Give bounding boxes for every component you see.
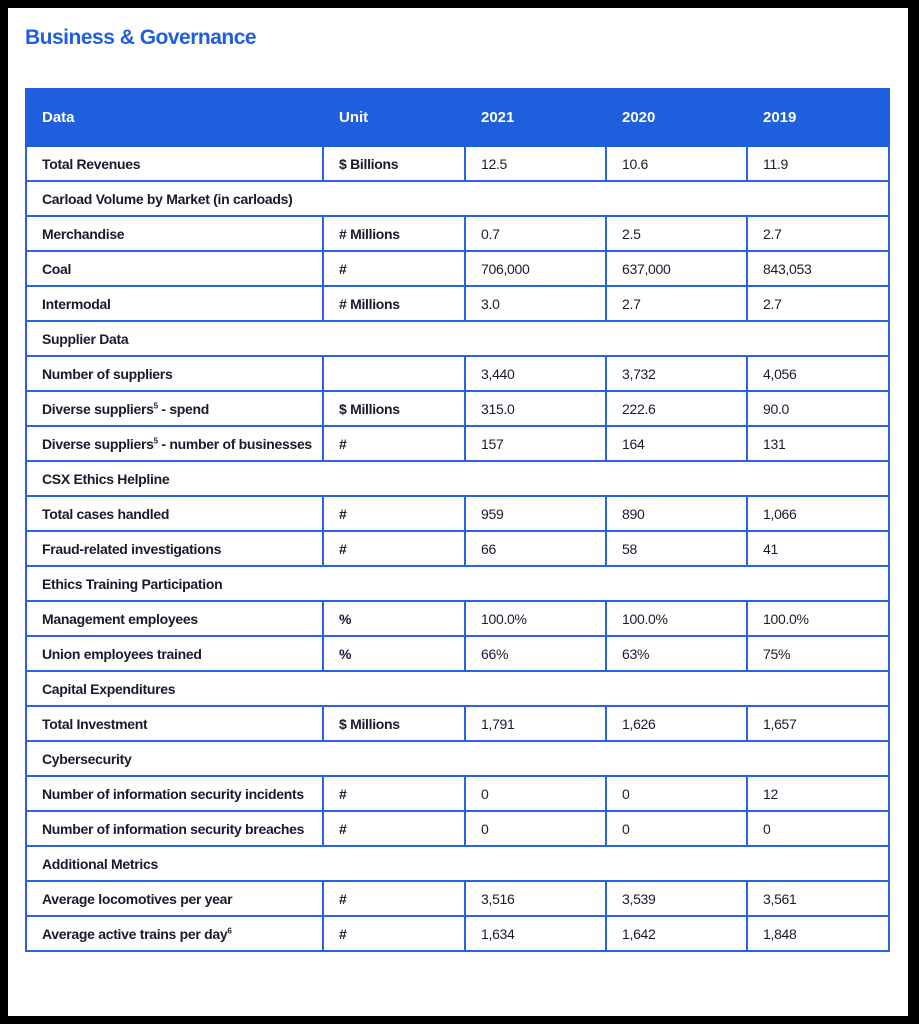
- unit-cell: #: [323, 531, 465, 566]
- value-cell-2021: 100.0%: [465, 601, 606, 636]
- value-cell-2020: 1,642: [606, 916, 747, 951]
- unit-cell: #: [323, 251, 465, 286]
- value-cell-2020: 1,626: [606, 706, 747, 741]
- unit-cell: #: [323, 881, 465, 916]
- value-cell-2019: 2.7: [747, 286, 889, 321]
- metric-label: Average locomotives per year: [42, 890, 233, 907]
- section-row: [26, 566, 889, 601]
- value-cell-2019: 1,657: [747, 706, 889, 741]
- value-cell-2020: 3,539: [606, 881, 747, 916]
- table-row: [26, 916, 889, 951]
- unit-cell: #: [323, 776, 465, 811]
- table-row: [26, 391, 889, 426]
- table-row: [26, 216, 889, 251]
- metric-label-cell: [26, 636, 323, 671]
- unit-cell: #: [323, 811, 465, 846]
- value-cell-2020: 100.0%: [606, 601, 747, 636]
- value-cell-2019: 100.0%: [747, 601, 889, 636]
- report-page: [8, 8, 908, 1016]
- header-year-2020: 2020: [606, 89, 747, 146]
- metric-label: Merchandise: [42, 225, 125, 242]
- header-year-2019: 2019: [747, 89, 889, 146]
- value-cell-2019: 90.0: [747, 391, 889, 426]
- table-row: [26, 426, 889, 461]
- unit-cell: %: [323, 601, 465, 636]
- value-cell-2021: 1,634: [465, 916, 606, 951]
- header-unit: Unit: [323, 89, 465, 146]
- section-row: [26, 846, 889, 881]
- table-header-row: [26, 89, 889, 146]
- table-row: [26, 636, 889, 671]
- metric-label: Union employees trained: [42, 645, 202, 662]
- unit-cell: $ Millions: [323, 391, 465, 426]
- value-cell-2019: 12: [747, 776, 889, 811]
- value-cell-2020: 58: [606, 531, 747, 566]
- metric-label-cell: [26, 531, 323, 566]
- table-row: [26, 356, 889, 391]
- section-row: [26, 671, 889, 706]
- metric-label: Total Revenues: [42, 155, 141, 172]
- unit-cell: $ Millions: [323, 706, 465, 741]
- metric-label-cell: [26, 496, 323, 531]
- value-cell-2020: 222.6: [606, 391, 747, 426]
- table-row: [26, 706, 889, 741]
- value-cell-2020: 164: [606, 426, 747, 461]
- metric-label-cell: [26, 881, 323, 916]
- value-cell-2021: 3,516: [465, 881, 606, 916]
- value-cell-2019: 1,066: [747, 496, 889, 531]
- metric-label-cell: [26, 811, 323, 846]
- table-row: [26, 531, 889, 566]
- metric-label: Coal: [42, 260, 72, 277]
- metric-label: Total cases handled: [42, 505, 170, 522]
- metric-label: Total Investment: [42, 715, 148, 732]
- section-row: [26, 461, 889, 496]
- unit-cell: #: [323, 426, 465, 461]
- value-cell-2020: 63%: [606, 636, 747, 671]
- footnote-marker: 5: [153, 435, 158, 445]
- value-cell-2021: 706,000: [465, 251, 606, 286]
- footnote-marker: 6: [227, 925, 232, 935]
- value-cell-2020: 10.6: [606, 146, 747, 181]
- metric-label-suffix: - number of businesses: [157, 435, 312, 452]
- table-row: [26, 146, 889, 181]
- metric-label: Number of information security breaches: [42, 820, 305, 837]
- section-label: Capital Expenditures: [26, 671, 889, 706]
- value-cell-2021: 66%: [465, 636, 606, 671]
- metric-label-cell: [26, 706, 323, 741]
- metric-label: Number of suppliers: [42, 365, 173, 382]
- section-label: Cybersecurity: [26, 741, 889, 776]
- value-cell-2021: 3,440: [465, 356, 606, 391]
- value-cell-2021: 315.0: [465, 391, 606, 426]
- value-cell-2019: 4,056: [747, 356, 889, 391]
- table-row: [26, 881, 889, 916]
- metric-label-cell: [26, 216, 323, 251]
- value-cell-2021: 0: [465, 776, 606, 811]
- value-cell-2020: 3,732: [606, 356, 747, 391]
- table-row: [26, 776, 889, 811]
- value-cell-2021: 0.7: [465, 216, 606, 251]
- value-cell-2021: 3.0: [465, 286, 606, 321]
- metric-label: Average active trains per day: [42, 925, 228, 942]
- footnote-marker: 5: [153, 400, 158, 410]
- value-cell-2019: 75%: [747, 636, 889, 671]
- unit-cell: # Millions: [323, 286, 465, 321]
- metric-label: Diverse suppliers: [42, 435, 154, 452]
- metric-label-cell: [26, 286, 323, 321]
- header-data: Data: [26, 89, 323, 146]
- table-body: [26, 146, 889, 951]
- section-label: Supplier Data: [26, 321, 889, 356]
- metric-label: Number of information security incidents: [42, 785, 304, 802]
- value-cell-2019: 0: [747, 811, 889, 846]
- metric-label-cell: [26, 251, 323, 286]
- unit-cell: #: [323, 496, 465, 531]
- value-cell-2019: 1,848: [747, 916, 889, 951]
- section-row: [26, 741, 889, 776]
- value-cell-2021: 1,791: [465, 706, 606, 741]
- metric-label-cell: [26, 916, 323, 951]
- table-row: [26, 286, 889, 321]
- value-cell-2020: 637,000: [606, 251, 747, 286]
- metric-label-cell: [26, 426, 323, 461]
- value-cell-2021: 66: [465, 531, 606, 566]
- unit-cell: %: [323, 636, 465, 671]
- section-label: Additional Metrics: [26, 846, 889, 881]
- value-cell-2021: 157: [465, 426, 606, 461]
- table-row: [26, 601, 889, 636]
- metric-label-cell: [26, 146, 323, 181]
- table-row: [26, 496, 889, 531]
- section-label: Ethics Training Participation: [26, 566, 889, 601]
- metric-label-suffix: - spend: [157, 400, 210, 417]
- metric-label: Intermodal: [42, 295, 111, 312]
- metric-label-cell: [26, 356, 323, 391]
- header-year-2021: 2021: [465, 89, 606, 146]
- unit-cell: [323, 356, 465, 391]
- metric-label-cell: [26, 601, 323, 636]
- value-cell-2020: 2.5: [606, 216, 747, 251]
- metric-label: Diverse suppliers: [42, 400, 154, 417]
- section-row: [26, 321, 889, 356]
- metric-label: Fraud-related investigations: [42, 540, 222, 557]
- unit-cell: # Millions: [323, 216, 465, 251]
- value-cell-2020: 890: [606, 496, 747, 531]
- table-row: [26, 811, 889, 846]
- value-cell-2019: 843,053: [747, 251, 889, 286]
- value-cell-2021: 0: [465, 811, 606, 846]
- value-cell-2021: 959: [465, 496, 606, 531]
- unit-cell: #: [323, 916, 465, 951]
- section-label: Carload Volume by Market (in carloads): [26, 181, 889, 216]
- value-cell-2020: 0: [606, 811, 747, 846]
- page-title: Business & Governance: [25, 26, 257, 49]
- section-row: [26, 181, 889, 216]
- value-cell-2019: 11.9: [747, 146, 889, 181]
- unit-cell: $ Billions: [323, 146, 465, 181]
- value-cell-2020: 2.7: [606, 286, 747, 321]
- value-cell-2019: 2.7: [747, 216, 889, 251]
- metric-label-cell: [26, 776, 323, 811]
- value-cell-2019: 41: [747, 531, 889, 566]
- value-cell-2019: 3,561: [747, 881, 889, 916]
- metric-label-cell: [26, 391, 323, 426]
- table-row: [26, 251, 889, 286]
- metric-label: Management employees: [42, 610, 198, 627]
- value-cell-2021: 12.5: [465, 146, 606, 181]
- metrics-table: [25, 88, 890, 952]
- value-cell-2019: 131: [747, 426, 889, 461]
- section-label: CSX Ethics Helpline: [26, 461, 889, 496]
- value-cell-2020: 0: [606, 776, 747, 811]
